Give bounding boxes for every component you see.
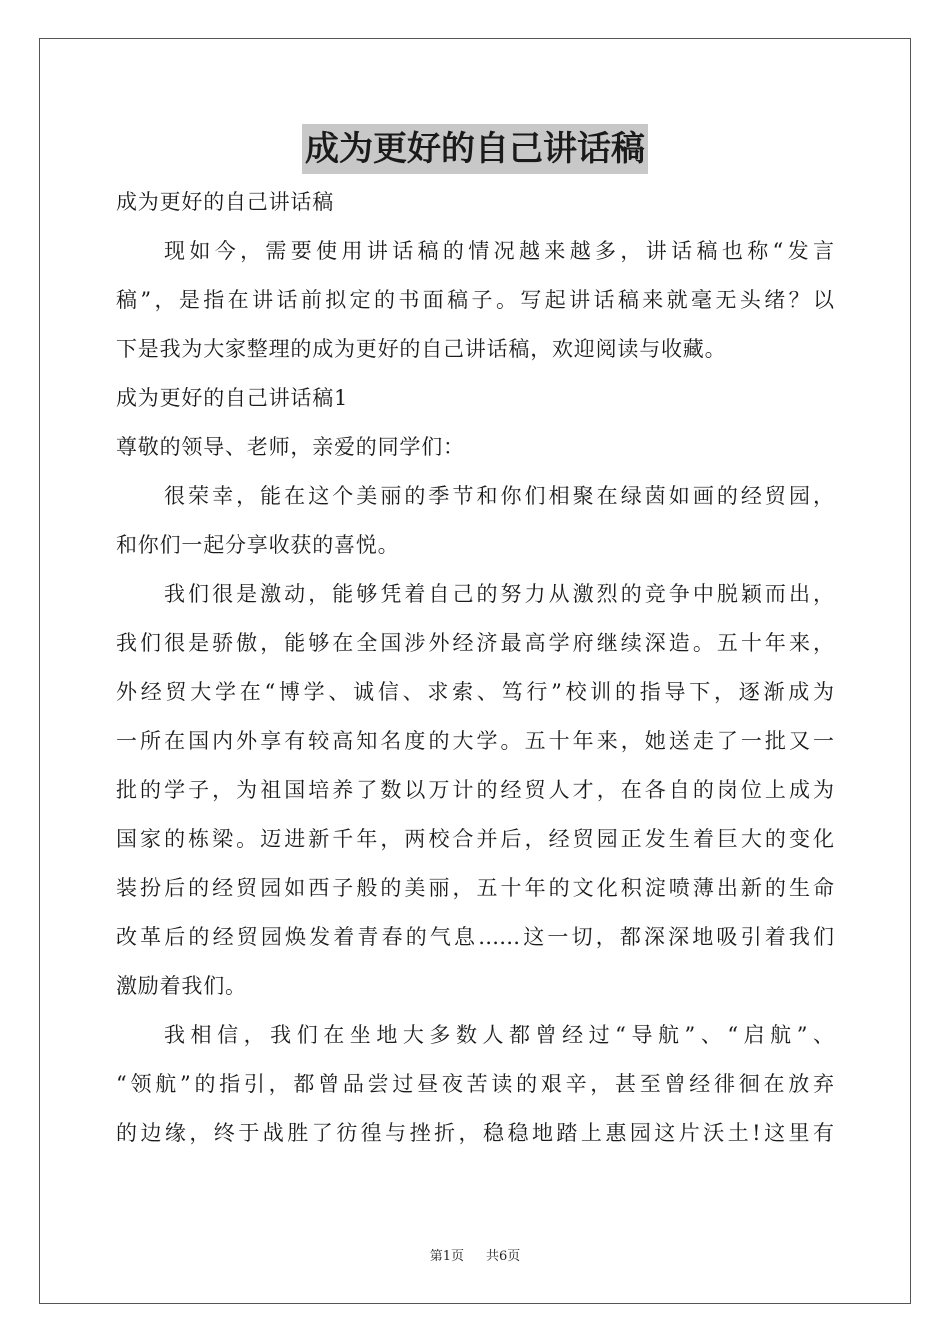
text-line: 激励着我们。 — [116, 974, 247, 998]
text-line: 我们很是激动，能够凭着自己的努力从激烈的竞争中脱颖而出， — [164, 582, 834, 606]
text-line: 成为更好的自己讲话稿 — [116, 190, 334, 214]
text-line: 的边缘，终于战胜了彷徨与挫折，稳稳地踏上惠园这片沃土!这里有 — [116, 1121, 834, 1145]
text-line: 很荣幸，能在这个美丽的季节和你们相聚在绿茵如画的经贸园， — [164, 484, 834, 508]
text-line: 成为更好的自己讲话稿1 — [116, 386, 349, 410]
text-line: 一所在国内外享有较高知名度的大学。五十年来，她送走了一批又一 — [116, 729, 834, 753]
text-line: 和你们一起分享收获的喜悦。 — [116, 533, 400, 557]
document-body — [116, 178, 834, 1158]
page-total: 共6页 — [486, 1249, 521, 1264]
text-line: 我相信，我们在坐地大多数人都曾经过“导航”、“启航”、 — [164, 1023, 834, 1047]
document-title — [0, 124, 950, 174]
text-line: 我们很是骄傲，能够在全国涉外经济最高学府继续深造。五十年来， — [116, 631, 834, 655]
text-line: 现如今，需要使用讲话稿的情况越来越多，讲话稿也称“发言 — [164, 239, 834, 263]
page-footer — [0, 1245, 950, 1264]
text-line: 批的学子，为祖国培养了数以万计的经贸人才，在各自的岗位上成为 — [116, 778, 834, 802]
text-line: 外经贸大学在“博学、诚信、求索、笃行”校训的指导下，逐渐成为 — [116, 680, 834, 704]
text-line: 尊敬的领导、老师，亲爱的同学们： — [116, 435, 465, 459]
text-line: “领航”的指引，都曾品尝过昼夜苦读的艰辛，甚至曾经徘徊在放弃 — [116, 1072, 834, 1096]
text-line: 国家的栋梁。迈进新千年，两校合并后，经贸园正发生着巨大的变化 — [116, 827, 834, 851]
page-number: 第1页 — [429, 1249, 464, 1264]
text-line: 改革后的经贸园焕发着青春的气息……这一切，都深深地吸引着我们 — [116, 925, 834, 949]
text-line: 装扮后的经贸园如西子般的美丽，五十年的文化积淀喷薄出新的生命 — [116, 876, 834, 900]
document-title-text: 成为更好的自己讲话稿 — [302, 124, 648, 174]
text-line: 下是我为大家整理的成为更好的自己讲话稿，欢迎阅读与收藏。 — [116, 337, 727, 361]
text-line: 稿”，是指在讲话前拟定的书面稿子。写起讲话稿来就毫无头绪？以 — [116, 288, 834, 312]
